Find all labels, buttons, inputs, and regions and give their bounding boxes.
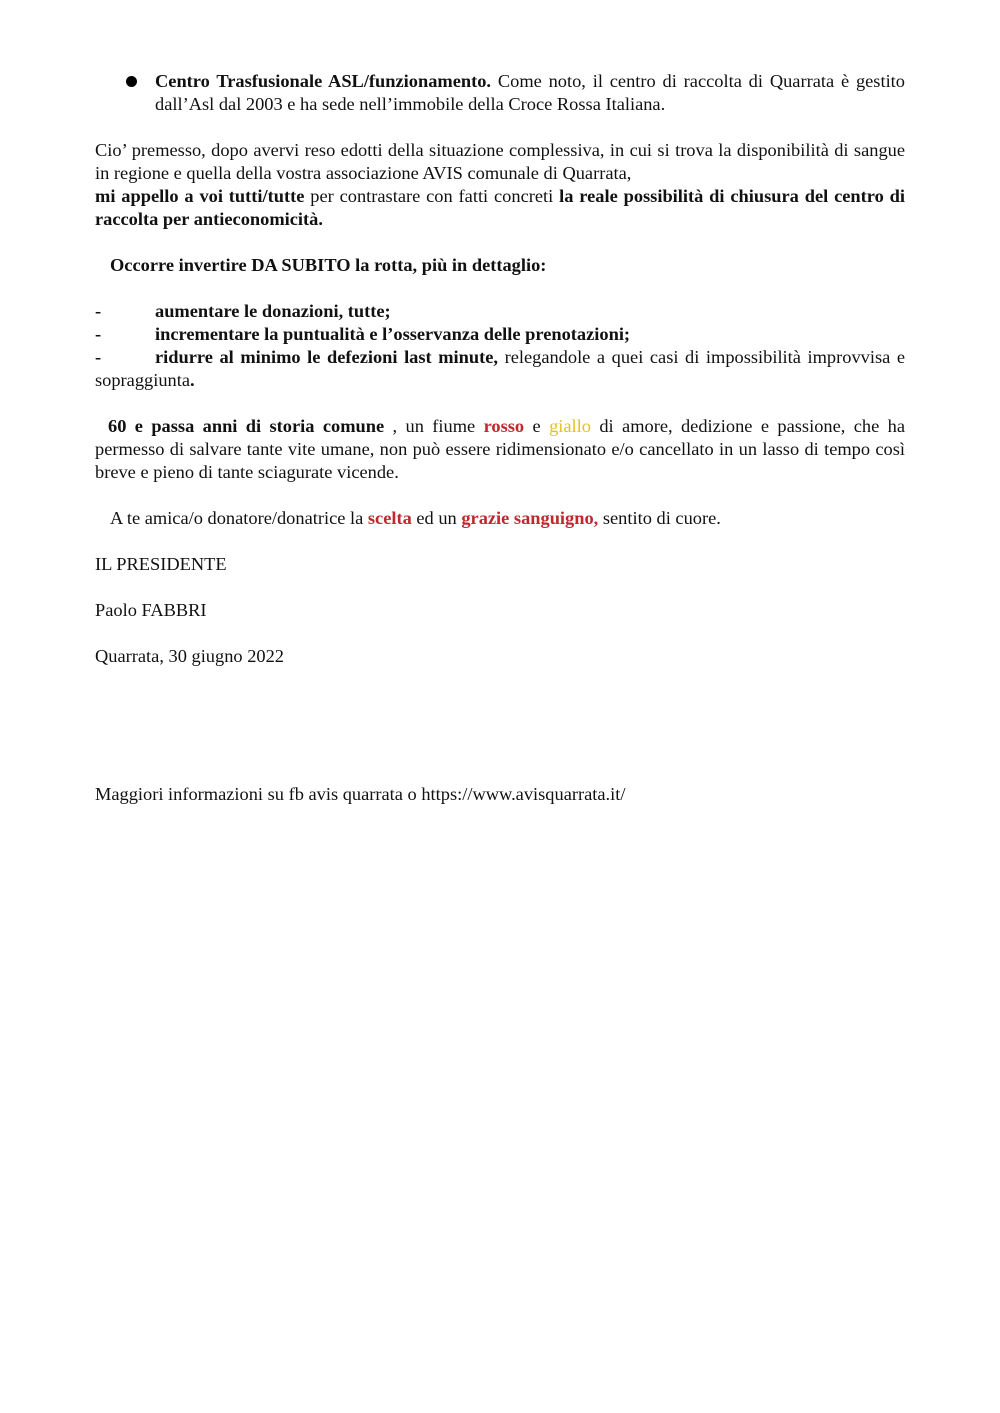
history-text-1: , un fiume <box>384 416 484 436</box>
signature-name: Paolo FABBRI <box>95 600 207 620</box>
dash-marker: - <box>95 324 102 344</box>
appeal-bold-2: la reale possibilità di chiusura del centro di raccolta per antieconomicità. <box>95 186 905 229</box>
list-item-bold: ridurre al minimo le defezioni last minute, <box>155 347 498 367</box>
signature-role: IL PRESIDENTE <box>95 554 227 574</box>
word-giallo: giallo <box>549 416 591 436</box>
signature-place-date: Quarrata, 30 giugno 2022 <box>95 646 284 666</box>
history-text-3: di amore, dedizione e passione, che ha permesso di salvare tante vite umane, non può essere ridimensionato e/o cancellato in un lasso di tempo così breve e pieno di tante sciagurate vicende. <box>95 416 905 482</box>
premise-paragraph <box>95 139 905 231</box>
appeal-text: per contrastare con fatti concreti <box>304 186 560 206</box>
word-grazie: grazie sanguigno, <box>461 508 599 528</box>
list-item-end: . <box>190 370 195 390</box>
closing-text-1: A te amica/o donatore/donatrice la <box>110 508 368 528</box>
appeal-bold: mi appello a voi tutti/tutte <box>95 186 305 206</box>
closing-paragraph <box>95 507 905 530</box>
bullet-paragraph <box>95 70 905 116</box>
closing-text-3: sentito di cuore. <box>598 508 721 528</box>
list-item <box>95 323 905 346</box>
list-item <box>95 300 905 323</box>
appeal-line <box>95 185 905 231</box>
footer-info: Maggiori informazioni su fb avis quarrata o https://www.avisquarrata.it/ <box>95 784 626 804</box>
bullet-dot-icon <box>126 76 137 87</box>
premise-text: Cio’ premesso, dopo avervi reso edotti della situazione complessiva, in cui si trova la disponibilità di sangue in regione e quella della vostra associazione AVIS comunale di Quarrata, <box>95 140 905 183</box>
list-item <box>95 346 905 392</box>
history-text-2: e <box>524 416 550 436</box>
dash-marker: - <box>95 301 102 321</box>
bullet-text: Come noto, il centro di raccolta di Quarrata è gestito dall’Asl dal 2003 e ha sede nell’immobile della Croce Rossa Italiana. <box>155 71 905 114</box>
word-scelta: scelta <box>367 508 412 528</box>
action-list <box>95 300 905 392</box>
closing-text-2: ed un <box>411 508 462 528</box>
dash-marker: - <box>95 347 102 367</box>
list-item-text: relegandole a quei casi di impossibilità improvvisa e sopraggiunta <box>95 347 905 390</box>
letter-page <box>95 70 905 806</box>
history-paragraph <box>95 415 905 484</box>
list-item-text: aumentare le donazioni, tutte; <box>155 301 391 321</box>
section-heading: Occorre invertire DA SUBITO la rotta, più in dettaglio: <box>110 255 547 275</box>
history-bold: 60 e passa anni di storia comune <box>108 416 385 436</box>
word-rosso: rosso <box>483 416 525 436</box>
bullet-title: Centro Trasfusionale ASL/funzionamento. <box>155 71 492 91</box>
list-item-text: incrementare la puntualità e l’osservanza delle prenotazioni; <box>155 324 631 344</box>
